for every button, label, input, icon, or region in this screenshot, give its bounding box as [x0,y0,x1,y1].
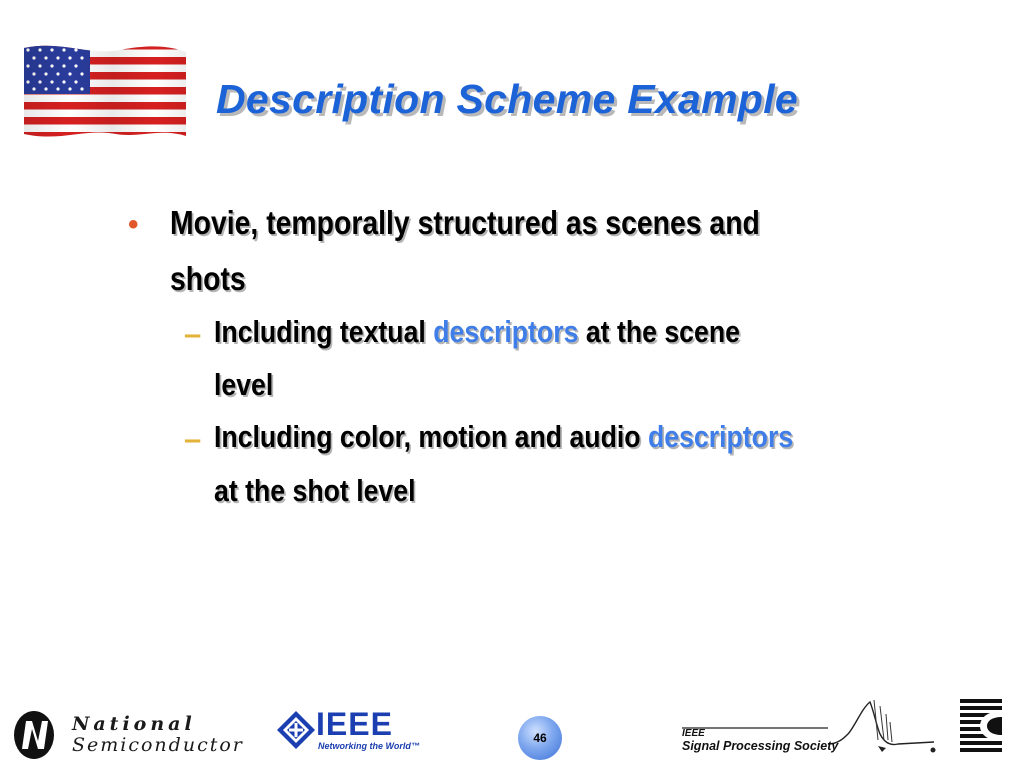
sub-bullet-1-line-2: level [214,367,274,402]
sub-bullet-2-line-1 [214,419,793,455]
sub-bullet-1-text-b: at the scene [578,314,740,349]
national-semiconductor-logo [12,707,244,763]
sub-bullet-2-highlight: descriptors [647,419,794,454]
bullet-1-line-1: Movie, temporally structured as scenes and [170,204,760,241]
ieee-logo [276,708,426,756]
national-text: National [72,713,196,735]
signal-processing-society-logo [678,694,944,760]
bullet-dot-marker: • [128,208,139,241]
corner-stripes-logo-icon [960,697,1002,755]
page-number: 46 [533,731,547,745]
sps-name-text: Signal Processing Society [682,739,839,753]
sub-bullet-1-dash: – [184,316,202,351]
sub-bullet-1-line-1 [214,314,740,350]
ieee-wordmark: IEEE [316,706,393,742]
sub-bullet-2-text-a: Including color, motion and audio [214,419,648,454]
slide-title: Description Scheme Example [216,76,799,122]
sub-bullet-1-highlight: descriptors [433,314,579,349]
ieee-tagline: Networking the World™ [318,741,420,751]
sps-ieee-text: IEEE [682,728,705,739]
sub-bullet-1-text-a: Including textual [214,314,434,349]
semiconductor-text: Semiconductor [72,734,244,756]
sub-bullet-2-line-2: at the shot level [214,473,416,508]
bullet-1-line-2: shots [170,260,246,297]
national-semiconductor-logo-icon [12,709,58,761]
page-number-badge [518,716,562,760]
sub-bullet-2-dash: – [184,421,202,456]
ieee-diamond-logo-icon [276,710,316,750]
